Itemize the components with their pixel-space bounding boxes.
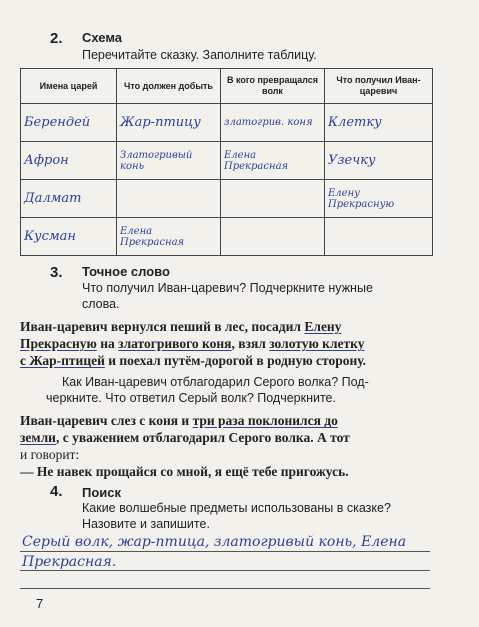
- table-row: [21, 104, 433, 142]
- col-header-names: Имена царей: [21, 69, 117, 104]
- question-2-line2: черкните. Что ответил Серый волк? Подчеркните.: [46, 391, 336, 405]
- question-2-line1: Как Иван-царевич отблагодарил Серого волка? Под-: [62, 375, 369, 389]
- passage-2-line4: — Не навек прощайся со мной, я ещё тебе пригожусь.: [20, 464, 349, 479]
- table-cell: Елена Прекрасная: [221, 142, 325, 180]
- col-header-get: Что должен добыть: [117, 69, 221, 104]
- table-cell: [221, 218, 325, 256]
- answer-line1: Серый волк, жар-птица, златогривый конь, Елена: [22, 534, 407, 550]
- answer-rule-2: [20, 570, 430, 571]
- col-header-wolf: В кого превращался волк: [221, 69, 325, 104]
- section-4-task-line2: Назовите и запишите.: [82, 517, 210, 531]
- answer-line2: Прекрасная.: [22, 554, 117, 570]
- table-cell: Афрон: [21, 142, 117, 180]
- passage-2-line1: Иван-царевич слез с коня и три раза поклонился до: [20, 413, 338, 428]
- passage-1-line3: с Жар-птицей и поехал путём-дорогой в родную сторону.: [20, 353, 367, 368]
- table-cell: Берендей: [21, 104, 117, 142]
- answer-rule-1: [20, 551, 430, 552]
- col-header-got: Что получил Иван-царевич: [325, 69, 433, 104]
- section-2-task: Перечитайте сказку. Заполните таблицу.: [82, 48, 317, 62]
- table-cell: Узечку: [325, 142, 433, 180]
- tsars-table: [20, 68, 433, 256]
- section-2-number: 2.: [50, 30, 63, 47]
- passage-1-line1: Иван-царевич вернулся пеший в лес, посадил Елену: [20, 319, 342, 334]
- table-cell: Кусман: [21, 218, 117, 256]
- section-2-title: Схема: [82, 30, 123, 45]
- passage-2-line2: земли, с уважением отблагодарил Серого волка. А тот: [20, 430, 350, 445]
- passage-2-line3: и говорит:: [20, 447, 80, 462]
- section-4-task-line1: Какие волшебные предметы использованы в сказке?: [82, 501, 391, 515]
- section-3-task-line2: слова.: [82, 297, 120, 311]
- table-row: [21, 180, 433, 218]
- table-row: [21, 218, 433, 256]
- table-cell: Клетку: [325, 104, 433, 142]
- section-3-title: Точное слово: [82, 264, 170, 279]
- table-cell: Елену Прекрасную: [325, 180, 433, 218]
- answer-rule-3: [20, 588, 430, 589]
- section-4-title: Поиск: [82, 485, 122, 500]
- passage-1-line2: Прекрасную на златогривого коня, взял золотую клетку: [20, 336, 365, 351]
- page-number: 7: [36, 596, 44, 611]
- table-cell: Жар-птицу: [117, 104, 221, 142]
- table-cell: [221, 180, 325, 218]
- table-cell: [117, 180, 221, 218]
- table-cell: Елена Прекрасная: [117, 218, 221, 256]
- table-cell: златогрив. коня: [221, 104, 325, 142]
- section-4-number: 4.: [50, 483, 63, 500]
- table-cell: Златогривый конь: [117, 142, 221, 180]
- table-cell: Далмат: [21, 180, 117, 218]
- section-3-number: 3.: [50, 264, 63, 281]
- section-3-task-line1: Что получил Иван-царевич? Подчеркните нужные: [82, 281, 373, 295]
- table-row: [21, 142, 433, 180]
- table-cell: [325, 218, 433, 256]
